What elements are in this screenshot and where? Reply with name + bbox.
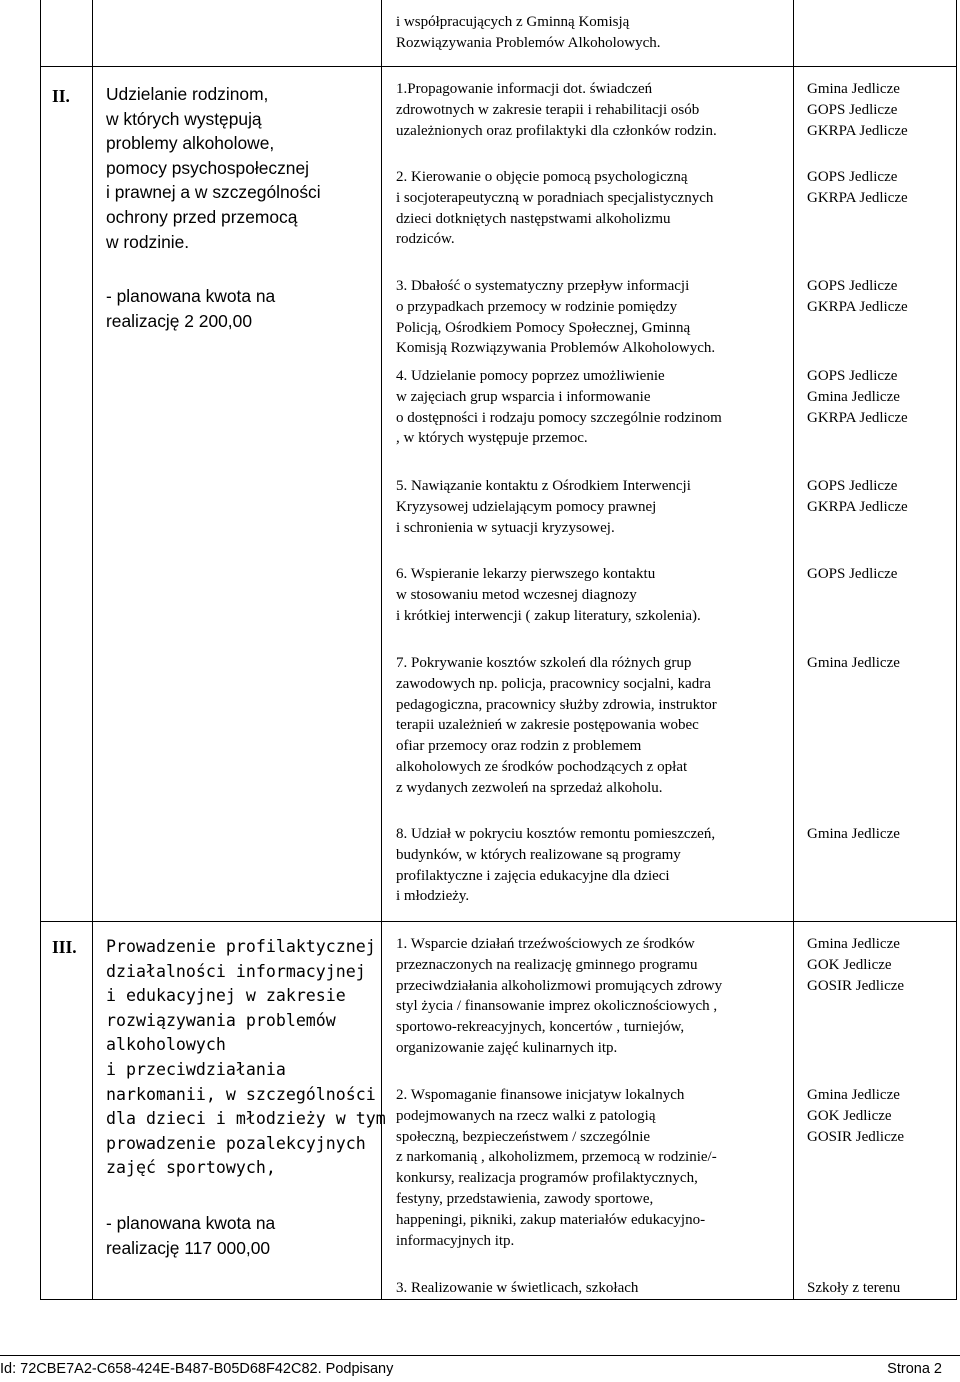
section-ii-task-6: 6. Wspieranie lekarzy pierwszego kontaktu w stosowaniu metod wczesnej diagnozy i krótkiej interwencji ( zakup literatury, szkolenia). [396,566,701,624]
section-ii-responsible-8: Gmina Jedlicze [807,826,900,842]
section-ii-task-8: 8. Udział w pokryciu kosztów remontu pomieszczeń, budynków, w których realizowane są programy profilaktyczne i zajęcia edukacyjne dla dzieci i młodzieży. [396,826,716,905]
section-iii-budget: - planowana kwota na realizację 117 000,00 [106,1213,276,1258]
section-ii-task-3: 3. Dbałość o systematyczny przepływ informacji o przypadkach przemocy w rodzinie pomiędzy Policją, Ośrodkiem Pomocy Społecznej, Gminną Komisją Rozwiązywania Problemów Alkoholowych. [396,278,716,357]
section-ii-responsible-4: GOPS Jedlicze Gmina Jedlicze GKRPA Jedlicze [807,368,908,426]
section-ii-responsible-7: Gmina Jedlicze [807,655,900,671]
section-iii-task-3: 3. Realizowanie w świetlicach, szkołach [396,1280,639,1296]
section-iii-task-1: 1. Wsparcie działań trzeźwościowych ze środków przeznaczonych na realizację gminnego programu przeciwdziałania alkoholizmowi promujących zdrowy styl życia / finansowanie imprez okolicznościowych , sportowo-rekreacyjnych, koncertów , turniejów, organizowanie zajęć kulinarnych itp. [396,936,723,1056]
table-right-border [956,0,957,1300]
footer-rule [0,1355,960,1356]
number-column-divider [92,0,93,1300]
section-ii-task-1: 1.Propagowanie informacji dot. świadczeń zdrowotnych w zakresie terapii i rehabilitacji osób uzależnionych oraz profilaktyki dla członków rodzin. [396,81,717,139]
document-id: Id: 72CBE7A2-C658-424E-B487-B05D68F42C82. Podpisany [0,1361,394,1377]
row-divider-middle [40,921,957,922]
section-iii-number: III. [52,937,77,957]
section-iii-title: Prowadzenie profilaktycznej działalności informacyjnej i edukacyjnej w zakresie rozwiązywania problemów alkoholowych i przeciwdziałania narkomanii, w szczególności dla dzieci i młodzieży w tym prowadzenie pozalekcyjnych zajęć sportowych, [106,937,386,1178]
section-ii-responsible-5: GOPS Jedlicze GKRPA Jedlicze [807,478,908,515]
page-number: Strona 2 [887,1361,942,1377]
section-iii-responsible-3: Szkoły z terenu [807,1280,901,1296]
section-ii-budget: - planowana kwota na realizację 2 200,00 [106,286,276,331]
continuation-text: i współpracujących z Gminną Komisją Rozwiązywania Problemów Alkoholowych. [396,14,661,51]
section-ii-task-7: 7. Pokrywanie kosztów szkoleń dla różnych grup zawodowych np. policja, pracownicy socjalni, kadra pedagogiczna, pracownicy służby zdrowia, instruktor terapii uzależnień w zakresie postępowania wobec ofiar przemocy oraz rodzin z problemem alkoholowych ze środków pochodzących z opłat z wydanych zezwoleń na sprzedaż alkoholu. [396,655,717,796]
section-ii-responsible-1: Gmina Jedlicze GOPS Jedlicze GKRPA Jedlicze [807,81,908,139]
section-ii-task-2: 2. Kierowanie o objęcie pomocą psychologiczną i socjoterapeutyczną w poradniach specjalistycznych dzieci dotkniętych następstwami alkoholizmu rodziców. [396,169,714,248]
section-ii-task-5: 5. Nawiązanie kontaktu z Ośrodkiem Interwencji Kryzysowej udzielającym pomocy prawnej i schronienia w sytuacji kryzysowej. [396,478,691,536]
section-iii-responsible-1: Gmina Jedlicze GOK Jedlicze GOSIR Jedlicze [807,936,905,994]
table-left-border [40,0,41,1300]
section-ii-responsible-3: GOPS Jedlicze GKRPA Jedlicze [807,278,908,315]
section-ii-task-4: 4. Udzielanie pomocy poprzez umożliwienie w zajęciach grup wsparcia i informowanie o dostępności i rodzaju pomocy szczególnie rodzinom , w których występuje przemoc. [396,368,722,447]
section-ii-responsible-2: GOPS Jedlicze GKRPA Jedlicze [807,169,908,206]
table-bottom-border [40,1299,957,1300]
row-divider-top [40,66,957,67]
section-iii-responsible-2: Gmina Jedlicze GOK Jedlicze GOSIR Jedlicze [807,1087,905,1145]
section-ii-number: II. [52,86,70,106]
section-ii-title: Udzielanie rodzinom, w których występują problemy alkoholowe, pomocy psychospołecznej i prawnej a w szczególności ochrony przed przemocą w rodzinie. [106,84,321,252]
section-ii-responsible-6: GOPS Jedlicze [807,566,898,582]
task-column-divider [793,0,794,1300]
section-iii-task-2: 2. Wspomaganie finansowe inicjatyw lokalnych podejmowanych na rzecz walki z patologią społeczną, bezpieczeństwem / szczególnie z narkomanią , alkoholizmem, przemocą w rodzinie/- konkursy, realizacja programów profilaktycznych, festyny, przedstawienia, zawody sportowe, happeningi, pikniki, zakup materiałów edukacyjno- informacyjnych itp. [396,1087,717,1249]
